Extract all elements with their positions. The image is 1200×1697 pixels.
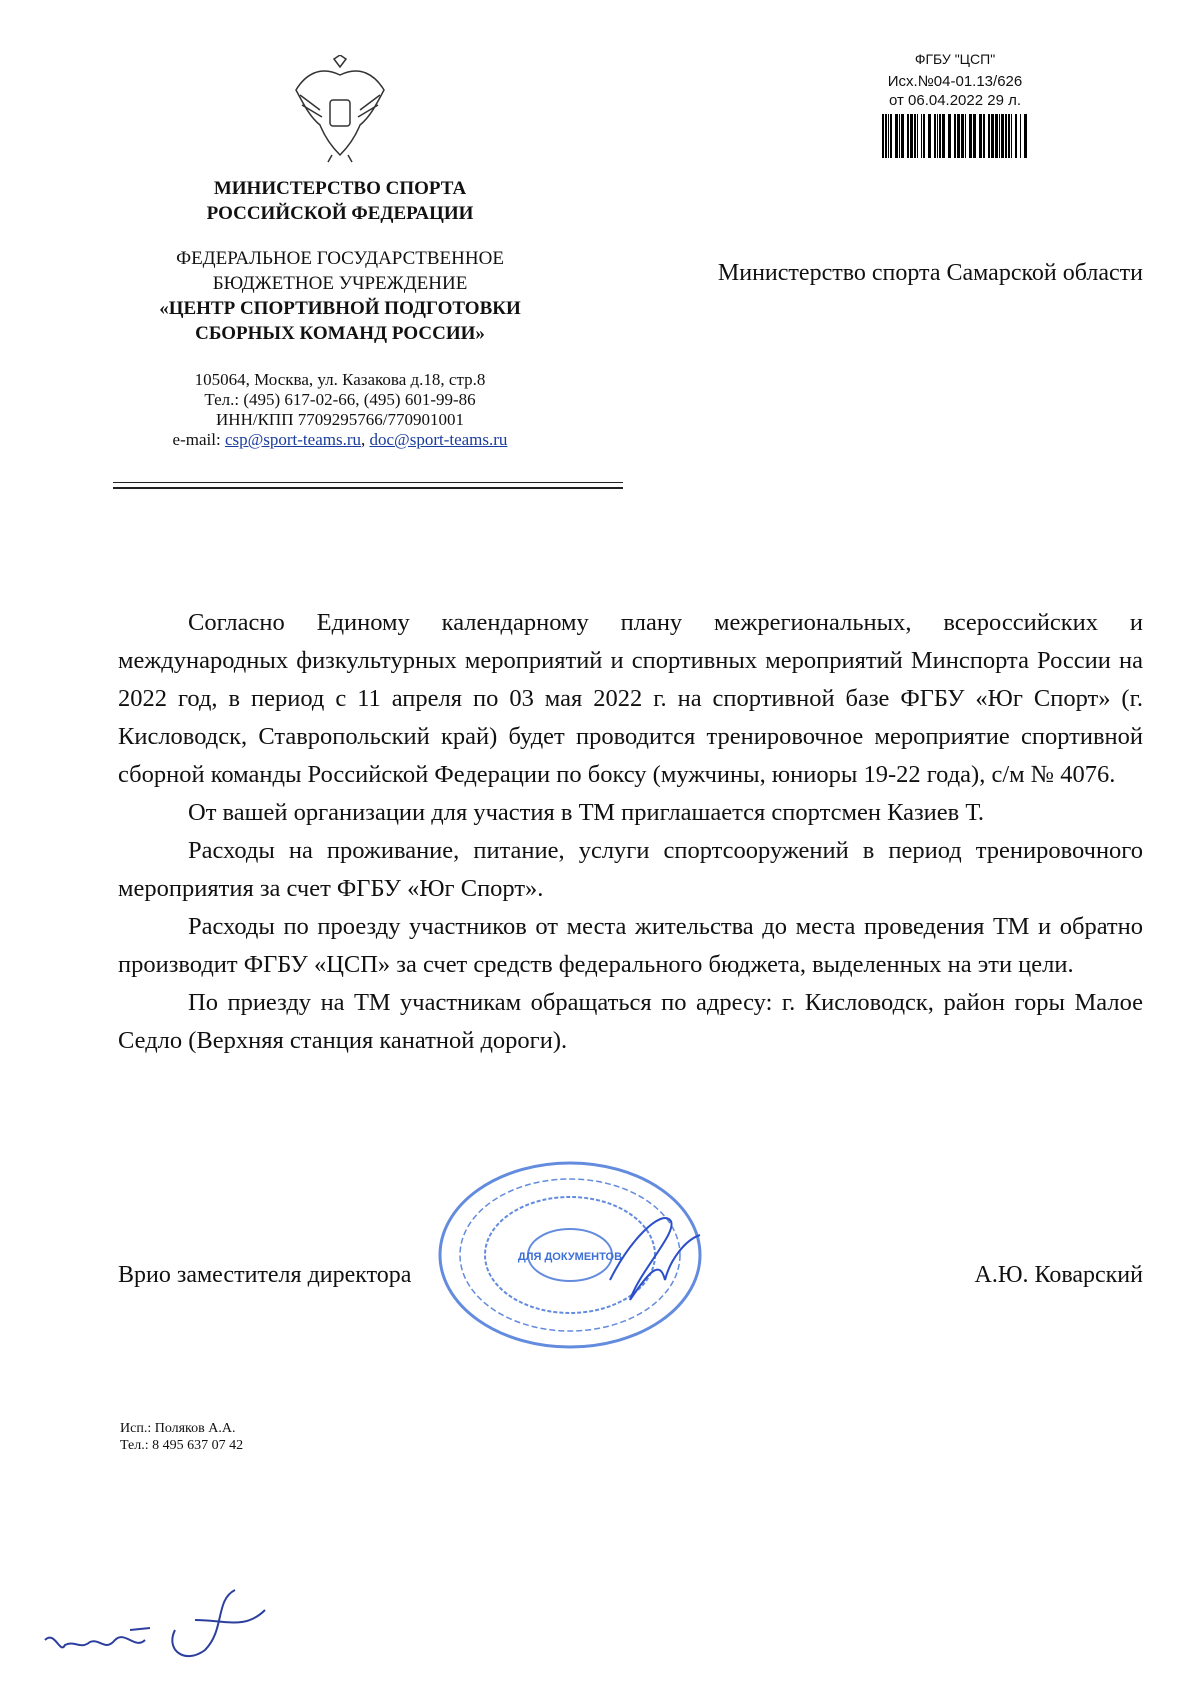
header-divider — [113, 482, 623, 489]
signature-row — [118, 1262, 1143, 1289]
barcode-bar — [1001, 114, 1004, 158]
barcode-bar — [1008, 114, 1010, 158]
paragraph: Согласно Единому календарному плану межрегиональных, всероссийских и международных физкультурных мероприятий и спортивных мероприятий Минспорта России на 2022 год, в период с 11 апреля по 03 мая 2022 г. на спортивной базе ФГБУ «Юг Спорт» (г. Кисловодск, Ставропольский край) будет проводится тренировочное мероприятие спортивной сборной команды Российской Федерации по боксу (мужчины, юниоры 19-22 года), с/м № 4076. — [118, 609, 1143, 788]
barcode-bar — [973, 114, 976, 158]
barcode-bar — [995, 114, 998, 158]
recipient: Министерство спорта Самарской области — [717, 260, 1143, 286]
paragraph: От вашей организации для участия в ТМ приглашается спортсмен Казиев Т. — [188, 799, 984, 826]
barcode-bar — [957, 114, 960, 158]
barcode-bar — [917, 114, 918, 158]
barcode-bar — [934, 114, 936, 158]
paragraph: Расходы по проезду участников от места жительства до места проведения ТМ и обратно производит ФГБУ «ЦСП» за счет средств федерального бюджета, выделенных на эти цели. — [118, 913, 1143, 978]
registration-stamp: ФГБУ "ЦСП" Исх.№04-01.13/626 от 06.04.2022 29 л. — [850, 50, 1060, 163]
paragraph: По приезду на ТМ участникам обращаться по адресу: г. Кисловодск, район горы Малое Седло (Верхняя станция канатной дороги). — [118, 989, 1143, 1054]
barcode-bar — [979, 114, 982, 158]
email-link-csp[interactable]: csp@sport-teams.ru — [224, 430, 361, 449]
director-signature — [590, 1200, 720, 1320]
barcode-bar — [991, 114, 994, 158]
barcode-bar — [914, 114, 916, 158]
barcode-bar — [1011, 114, 1012, 158]
barcode-bar — [961, 114, 964, 158]
email-link-doc[interactable]: doc@sport-teams.ru — [369, 430, 508, 449]
executor-info: Исп.: Поляков А.А. Тел.: 8 495 637 07 42 — [120, 1421, 244, 1453]
barcode-bar — [988, 114, 990, 158]
barcode-bar — [999, 114, 1000, 158]
signer-position: Врио заместителя директора — [118, 1262, 412, 1288]
barcode-bar — [942, 114, 945, 158]
barcode-bar — [1020, 114, 1021, 158]
barcode-bar — [923, 114, 925, 158]
letter-body — [118, 604, 1143, 1060]
barcode-bar — [939, 114, 941, 158]
barcode-bar — [965, 114, 966, 158]
barcode-bar — [1005, 114, 1007, 158]
organization-title: ФЕДЕРАЛЬНОЕ ГОСУДАРСТВЕННОЕ БЮДЖЕТНОЕ УЧРЕЖДЕНИЕ «ЦЕНТР СПОРТИВНОЙ ПОДГОТОВКИ СБОРНЫХ КОМАНД РОССИИ» — [159, 248, 521, 344]
barcode-bar — [948, 114, 951, 158]
barcode-bar — [921, 114, 922, 158]
barcode-bar — [937, 114, 938, 158]
barcode-bar — [890, 114, 892, 158]
barcode-bar — [907, 114, 909, 158]
coat-of-arms-emblem — [290, 55, 390, 163]
barcode-bar — [895, 114, 898, 158]
barcode-bar — [882, 114, 884, 158]
barcode-bar — [928, 114, 931, 158]
ministry-title: МИНИСТЕРСТВО СПОРТА РОССИЙСКОЙ ФЕДЕРАЦИИ — [206, 178, 474, 224]
barcode-bar — [1015, 114, 1017, 158]
barcode-bar — [901, 114, 904, 158]
barcode — [880, 114, 1030, 158]
svg-text:ДЛЯ ДОКУМЕНТОВ: ДЛЯ ДОКУМЕНТОВ — [517, 1251, 623, 1263]
barcode-bar — [983, 114, 985, 158]
barcode-bar — [954, 114, 956, 158]
barcode-bar — [885, 114, 887, 158]
barcode-bar — [899, 114, 900, 158]
handwritten-note — [35, 1570, 295, 1680]
signer-name: А.Ю. Коварский — [974, 1262, 1143, 1288]
organization-contacts: 105064, Москва, ул. Казакова д.18, стр.8 Тел.: (495) 617-02-66, (495) 601-99-86 ИНН/КПП 7709295766/770901001 e-mail: csp@sport-teams.ru, doc@sport-teams.ru — [172, 370, 508, 449]
barcode-bar — [910, 114, 913, 158]
paragraph: Расходы на проживание, питание, услуги спортсооружений в период тренировочного мероприятия за счет ФГБУ «Юг Спорт». — [118, 837, 1143, 902]
barcode-bar — [969, 114, 972, 158]
barcode-bar — [1024, 114, 1027, 158]
barcode-bar — [888, 114, 889, 158]
